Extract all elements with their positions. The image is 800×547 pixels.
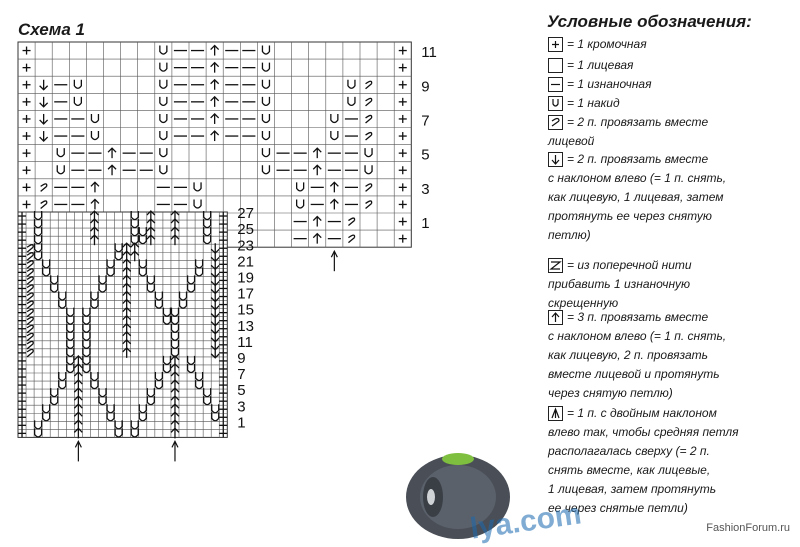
scheme-1-row-number: 3 (421, 180, 430, 198)
legend-text: = 1 изнаночная (567, 77, 652, 91)
legend-text: = 1 п. с двойным наклоном влево так, чтобы средняя петля располагалась сверху (= 2 п. снять вместе, как лицевые, 1 лицевая, затем протянуть ее через снятые петли) (548, 406, 739, 515)
yarn-over-icon (548, 96, 563, 111)
legend-item-ssk (548, 150, 726, 245)
legend-item-knit (548, 56, 633, 75)
legend-title: Условные обозначения: (547, 12, 752, 31)
scheme-2-row-number: 15 (237, 301, 254, 319)
scheme-2-row-number: 25 (237, 221, 254, 239)
sk2p-icon (548, 310, 563, 325)
legend-item-purl (548, 75, 652, 94)
scheme-1-row-number: 7 (421, 112, 430, 130)
k2tog-icon (548, 115, 563, 130)
knit-icon (548, 58, 563, 73)
scheme-1-title: Схема 1 (18, 20, 85, 39)
legend-text: = 1 накид (567, 96, 620, 110)
scheme-2-row-number: 17 (237, 285, 254, 303)
scheme-1-row-number: 1 (421, 215, 430, 233)
legend-text: = из поперечной нити прибавить 1 изнаночную скрещенную (548, 258, 692, 310)
legend-text: = 1 лицевая (567, 58, 634, 72)
scheme-2-row-number: 3 (237, 398, 246, 416)
scheme-2-row-number: 9 (237, 349, 246, 367)
scheme-2-row-number: 27 (237, 205, 254, 223)
m1p-icon (548, 258, 563, 273)
legend-item-edge-stitch (548, 35, 647, 54)
legend-item-m1p (548, 256, 692, 313)
legend-text: = 2 п. провязать вместе с наклоном влево (= 1 п. снять, как лицевую, 1 лицевая, затем протянуть ее через снятую петлю) (548, 152, 727, 242)
legend-text: = 2 п. провязать вместе лицевой (548, 115, 709, 148)
scheme-2-row-number: 5 (237, 382, 246, 400)
watermark: lya.com (468, 497, 584, 546)
legend-text: = 3 п. провязать вместе с наклоном влево (= 1 п. снять, как лицевую, 2 п. провязать вместе лицевой и протянуть через снятую петлю) (548, 310, 727, 400)
scheme-2-row-number: 13 (237, 317, 254, 335)
legend-item-k2tog (548, 113, 708, 151)
scheme-2-row-number: 23 (237, 237, 254, 255)
scheme-2-row-number: 1 (237, 414, 246, 432)
scheme-1-row-number: 11 (421, 44, 437, 62)
edge-stitch-icon (548, 37, 563, 52)
legend-item-sk2p (548, 308, 726, 403)
scheme-1-row-number: 9 (421, 78, 430, 96)
purl-icon (548, 77, 563, 92)
scheme-2-row-number: 19 (237, 269, 254, 287)
site-credit: FashionForum.ru (706, 522, 790, 534)
scheme-2-row-number: 11 (237, 333, 253, 351)
s2kp-icon (548, 406, 563, 421)
scheme-1-row-number: 5 (421, 146, 430, 164)
scheme-2-row-number: 21 (237, 253, 254, 271)
scheme-2-row-number: 7 (237, 366, 246, 384)
legend-item-yarn-over (548, 94, 620, 113)
ssk-icon (548, 152, 563, 167)
legend-text: = 1 кромочная (567, 37, 647, 51)
